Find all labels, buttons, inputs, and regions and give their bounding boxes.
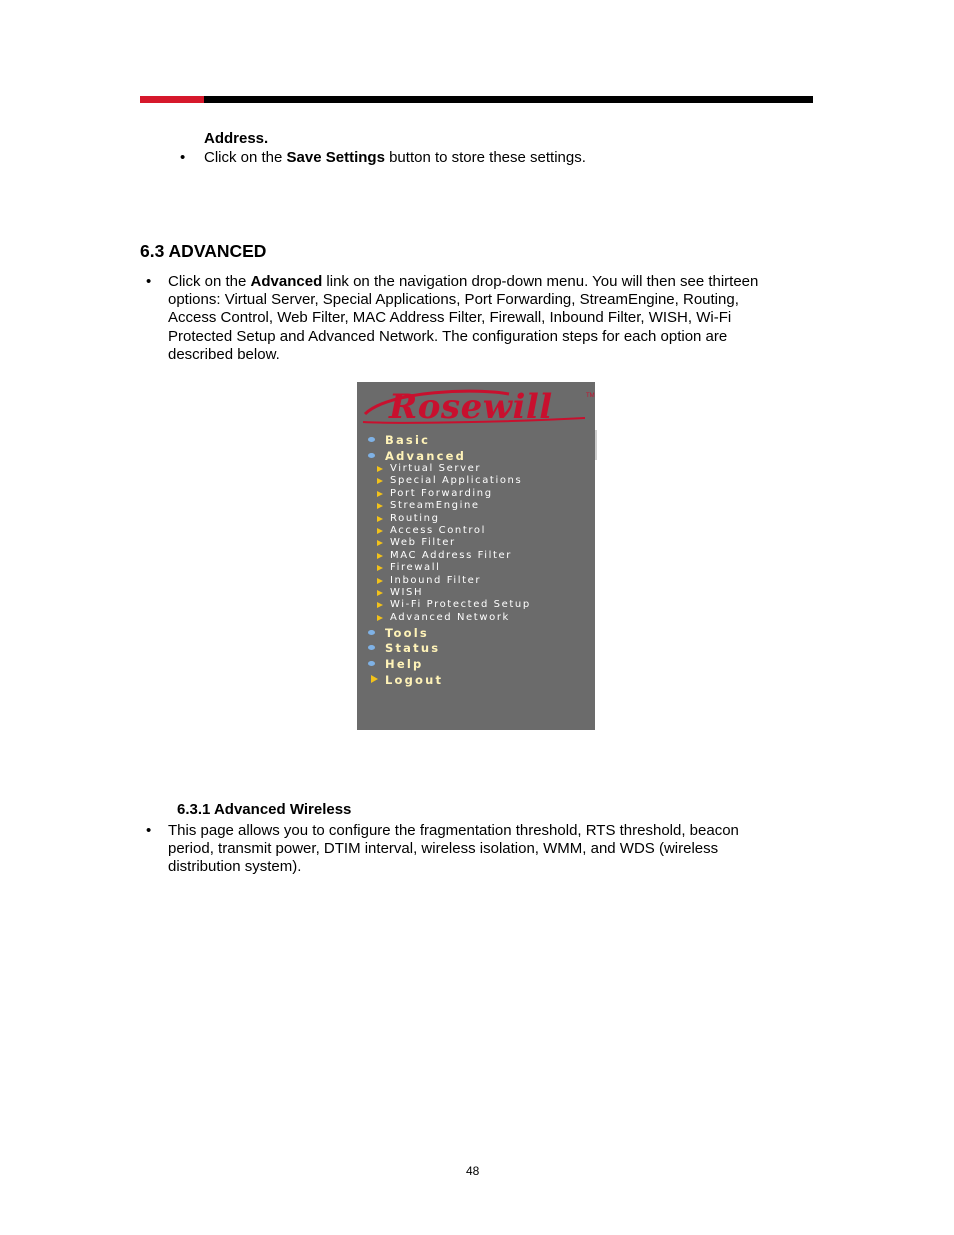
menu-item-label: Port Forwarding [390,488,493,499]
bullet-dot-icon [368,645,375,650]
menu-item-label: Advanced [385,449,467,463]
menu-edge [595,430,597,460]
arrow-right-icon [377,590,383,596]
arrow-right-icon [377,516,383,522]
advanced-wireless-description [168,822,788,877]
bullet-dot: • [146,822,152,839]
menu-item-label: Help [385,657,424,671]
menu-item-label: Logout [385,673,444,687]
navigation-menu-panel [357,382,595,730]
bullet-dot: • [146,273,152,290]
menu-item-label: MAC Address Filter [390,550,513,561]
bullet-dot-icon [368,437,375,442]
menu-item-label: Advanced Network [390,612,510,623]
section-title: 6.3 ADVANCED [140,241,267,261]
subsection-title: 6.3.1 Advanced Wireless [177,801,352,818]
menu-item-label: WISH [390,587,424,598]
arrow-right-icon [377,553,383,559]
menu-item-label: Basic [385,433,431,447]
page-number: 48 [466,1164,480,1178]
arrow-right-icon [371,675,378,683]
address-label: Address. [204,130,269,147]
menu-item-label: Virtual Server [390,463,482,474]
paragraph-line: Protected Setup and Advanced Network. The configuration steps for each option are [168,327,728,345]
rosewill-logo [359,384,595,432]
menu-item-label: Access Control [390,525,486,536]
save-suffix: button to store these settings. [384,149,586,166]
menu-item-label: Routing [390,513,440,524]
bullet-dot-icon [368,453,375,458]
menu-item-label: Special Applications [390,475,523,486]
save-prefix: Click on the [204,149,287,166]
arrow-right-icon [377,602,383,608]
paragraph-line: Access Control, Web Filter, MAC Address Filter, Firewall, Inbound Filter, WISH, Wi-Fi [168,309,732,327]
line-text: link on the navigation drop-down menu. You will then see thirteen [322,273,759,290]
paragraph-line: This page allows you to configure the fragmentation threshold, RTS threshold, beacon [168,822,739,839]
menu-item-label: Tools [385,626,429,640]
bullet-prefix: Click on the [168,273,251,290]
bullet-dot: • [180,149,186,166]
paragraph-line: described below. [168,345,280,363]
arrow-right-icon [377,491,383,497]
arrow-right-icon [377,478,383,484]
bullet-dot-icon [368,630,375,635]
arrow-right-icon [377,528,383,534]
header-accent-bar [140,96,204,103]
menu-item-label: Web Filter [390,537,456,548]
arrow-right-icon [377,615,383,621]
arrow-right-icon [377,466,383,472]
paragraph-line: distribution system). [168,858,302,876]
bullet-dot-icon [368,661,375,666]
menu-item-label: StreamEngine [390,500,480,511]
menu-item-label: Wi-Fi Protected Setup [390,599,531,610]
menu-item-label: Inbound Filter [390,575,482,586]
logo-text: Rosewill [389,387,553,427]
save-settings-instruction [204,149,586,167]
header-rule [204,96,813,103]
paragraph-line: options: Virtual Server, Special Applications, Port Forwarding, StreamEngine, Routing, [168,291,739,309]
advanced-description [168,273,788,364]
arrow-right-icon [377,540,383,546]
menu-item-label: Status [385,641,441,655]
advanced-bold: Advanced [250,273,323,290]
paragraph-line: period, transmit power, DTIM interval, wireless isolation, WMM, and WDS (wireless [168,840,719,858]
arrow-right-icon [377,578,383,584]
arrow-right-icon [377,503,383,509]
save-settings-bold: Save Settings [286,149,385,166]
menu-item-label: Firewall [390,562,441,573]
paragraph-line [168,273,788,291]
arrow-right-icon [377,565,383,571]
logo-trademark: TM [586,393,595,399]
